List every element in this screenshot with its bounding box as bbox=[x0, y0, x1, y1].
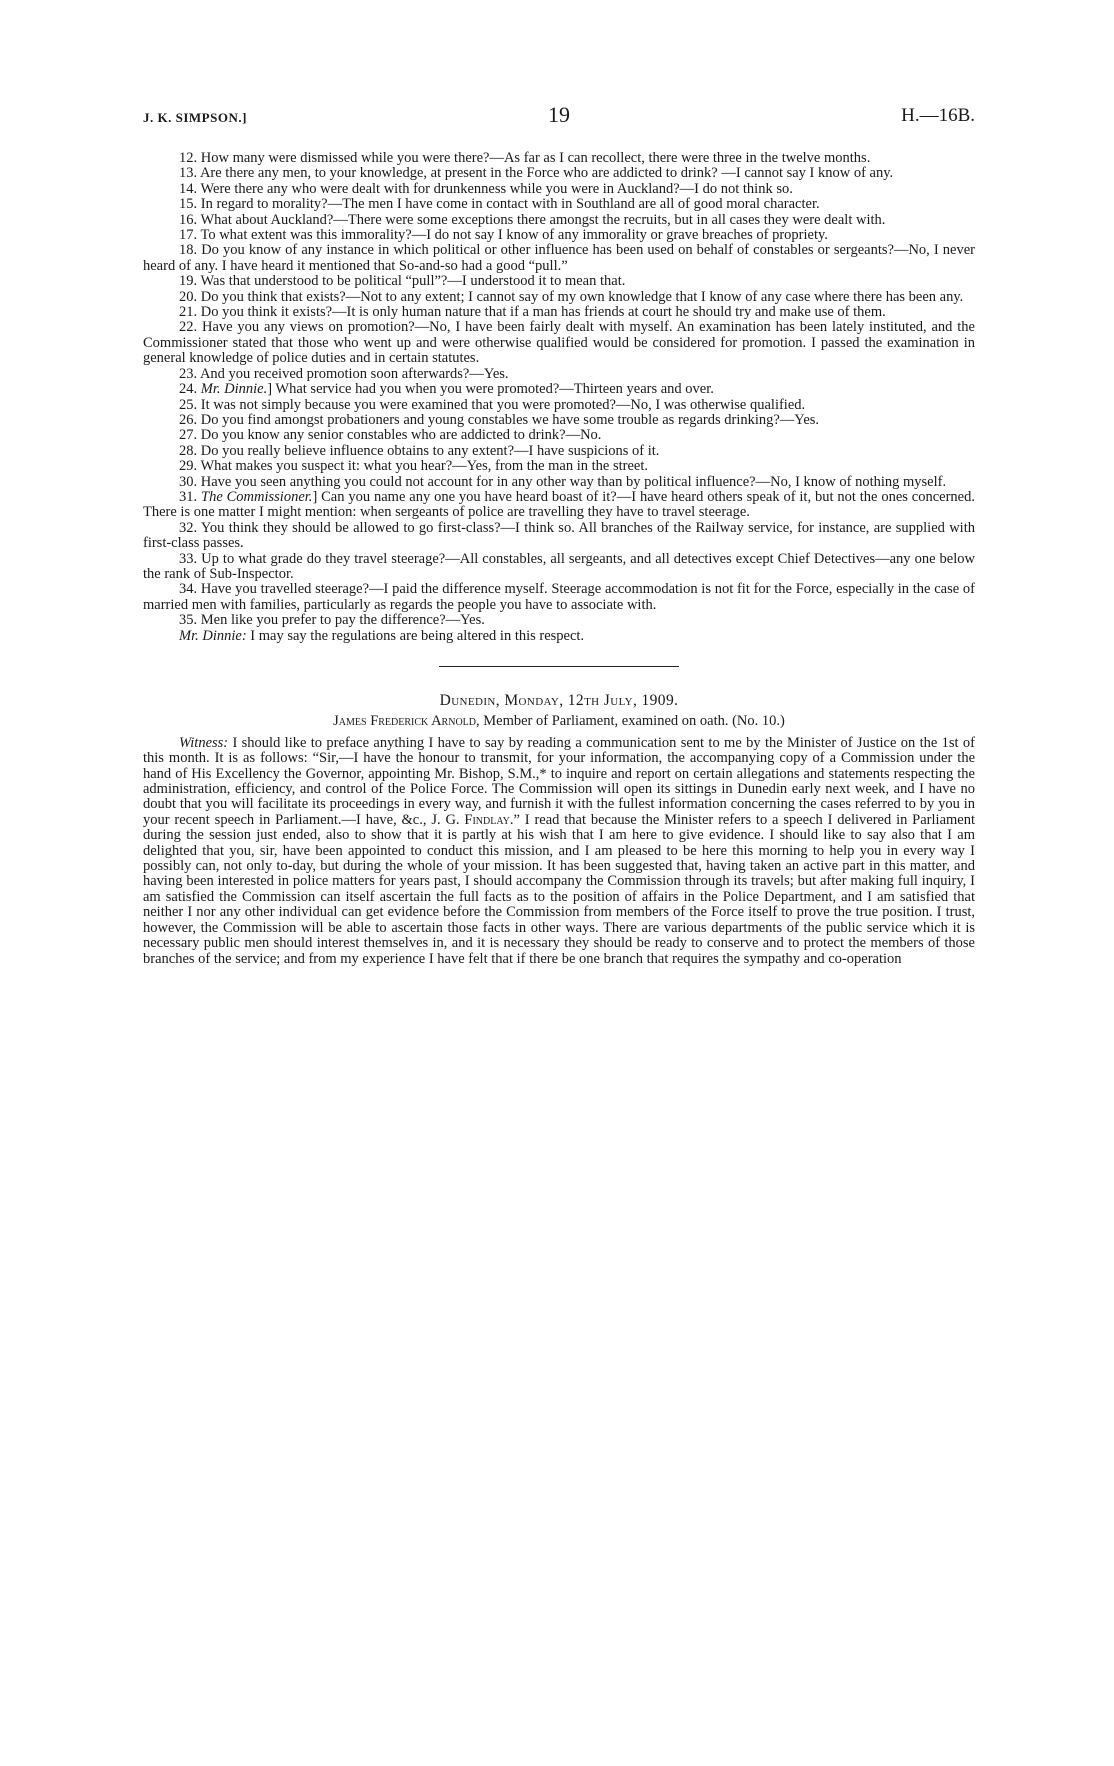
document-body bbox=[143, 151, 975, 967]
question-paragraph bbox=[143, 228, 975, 243]
question-text: 20. Do you think that exists?—Not to any extent; I cannot say of my own knowledge that I know of any case where there has been any. bbox=[179, 288, 964, 305]
question-paragraph bbox=[143, 243, 975, 274]
question-text: ] Can you name any one you have heard boast of it?—I have heard others speak of it, but not the ones concerned. There is one matter I might mention: when sergeants of police are travelling they have to travel steerage. bbox=[143, 488, 975, 521]
question-paragraph bbox=[143, 213, 975, 228]
testimony-text-1: I should like to preface anything I have to say by reading a communication sent to me by the Minister of Justice on the 1st of this month. It is as follows: “Sir,—I have the honour to transmit, for your information, the accompanying copy of a Commission under the hand of His Excellency the Governor, appointing Mr. Bishop, S.M.,* to inquire and report on certain allegations and statements respecting the administration, efficiency, and control of the Police Force. The Commission will open its sittings in Dunedin early next week, and I have no doubt that you will facilitate its proceedings in every way, and furnish it with the fullest information concerning the cases referred to by you in your recent speech in Parliament.—I have, &c., bbox=[143, 734, 975, 828]
question-paragraph bbox=[143, 490, 975, 521]
question-paragraph bbox=[143, 475, 975, 490]
question-paragraph bbox=[143, 305, 975, 320]
question-text: 14. Were there any who were dealt with for drunkenness while you were in Auckland?—I do not think so. bbox=[179, 180, 793, 197]
question-text: 29. What makes you suspect it: what you hear?—Yes, from the man in the street. bbox=[179, 458, 649, 475]
question-text: 27. Do you know any senior constables who are addicted to drink?—No. bbox=[179, 427, 602, 444]
question-number: 24. bbox=[179, 381, 201, 398]
question-text: 15. In regard to morality?—The men I have come in contact with in Southland are all of good moral character. bbox=[179, 196, 820, 213]
section-divider bbox=[439, 666, 679, 667]
question-text: 13. Are there any men, to your knowledge, at present in the Force who are addicted to drink? —I cannot say I know of any. bbox=[179, 165, 894, 182]
testimony-label: Witness: bbox=[179, 734, 229, 751]
question-paragraph bbox=[143, 398, 975, 413]
question-paragraph bbox=[143, 197, 975, 212]
question-text: I may say the regulations are being altered in this respect. bbox=[246, 627, 585, 644]
question-text: 25. It was not simply because you were examined that you were promoted?—No, I was otherwise qualified. bbox=[179, 396, 806, 413]
question-text: 22. Have you any views on promotion?—No, I have been fairly dealt with myself. An examination has been lately instituted, and the Commissioner stated that those who went up and were otherwise qualified would be considered for promotion. I passed the examination in general knowledge of police duties and in certain statutes. bbox=[143, 319, 975, 367]
question-paragraph bbox=[143, 444, 975, 459]
question-text: 19. Was that understood to be political “pull”?—I understood it to mean that. bbox=[179, 273, 626, 290]
question-text: 32. You think they should be allowed to go first-class?—I think so. All branches of the Railway service, for instance, are supplied with first-class passes. bbox=[143, 519, 975, 552]
letter-signature: J. G. Findlay. bbox=[431, 811, 514, 828]
question-list bbox=[143, 151, 975, 644]
witness-name: James Frederick Arnold bbox=[333, 713, 476, 730]
question-text: ] What service had you when you were promoted?—Thirteen years and over. bbox=[267, 381, 714, 398]
question-paragraph bbox=[143, 290, 975, 305]
testimony-text-2: ” I read that because the Minister refers to a speech I delivered in Parliament during the session just ended, also to show that it is partly at his wish that I am here to give evidence. I should like to say also that I am delighted that you, sir, have been appointed to conduct this mission, and I am pleased to be here this morning to help you in every way I possibly can, not only to-day, but during the whole of your mission. It has been suggested that, having taken an active part in this matter, and having been interested in police matters for years past, I should accompany the Commission through its travels; but after making full inquiry, I am satisfied the Commission can itself ascertain the full facts as to the position of affairs in the Police Department, and I am satisfied that neither I nor any other individual can get evidence before the Commission from members of the Force itself to prove the true position. I trust, however, the Commission will be able to ascertain those facts in other ways. There are various departments of the public service which it is necessary public men should interest themselves in, and it is necessary they should be ready to conserve and to protect the members of those branches of the service; and from my experience I have felt that if there be one branch that requires the sympathy and co-operation bbox=[143, 811, 975, 967]
question-paragraph bbox=[143, 182, 975, 197]
question-paragraph bbox=[143, 552, 975, 583]
question-paragraph bbox=[143, 629, 975, 644]
question-paragraph bbox=[143, 459, 975, 474]
question-paragraph bbox=[143, 320, 975, 366]
document-reference: H.—16B. bbox=[901, 105, 975, 126]
question-text: 33. Up to what grade do they travel steerage?—All constables, all sergeants, and all detectives except Chief Detectives—any one below the rank of Sub-Inspector. bbox=[143, 550, 975, 582]
question-paragraph bbox=[143, 274, 975, 289]
page-number: 19 bbox=[548, 102, 570, 127]
question-text: 30. Have you seen anything you could not account for in any other way than by political influence?—No, I know of nothing myself. bbox=[179, 473, 947, 490]
question-paragraph bbox=[143, 166, 975, 181]
question-text: 28. Do you really believe influence obtains to any extent?—I have suspicions of it. bbox=[179, 442, 660, 459]
question-text: 16. What about Auckland?—There were some exceptions there amongst the recruits, but in all cases they were dealt with. bbox=[179, 211, 886, 228]
speaker-name: The Commissioner. bbox=[201, 488, 313, 505]
question-text: 18. Do you know of any instance in which political or other influence has been used on behalf of constables or sergeants?—No, I never heard of any. I have heard it mentioned that So-and-so had a good “pull.” bbox=[143, 242, 975, 274]
witness-testimony bbox=[143, 736, 975, 967]
question-paragraph bbox=[143, 428, 975, 443]
witness-description: , Member of Parliament, examined on oath. (No. 10.) bbox=[476, 713, 785, 730]
session-dateline: Dunedin, Monday, 12th July, 1909. bbox=[439, 692, 679, 709]
page-header bbox=[143, 102, 975, 130]
question-paragraph bbox=[143, 382, 975, 397]
question-paragraph bbox=[143, 367, 975, 382]
question-text: 26. Do you find amongst probationers and young constables we have some trouble as regards drinking?—Yes. bbox=[179, 411, 820, 428]
speaker-name: Mr. Dinnie. bbox=[200, 381, 268, 398]
question-text: 34. Have you travelled steerage?—I paid the difference myself. Steerage accommodation is not fit for the Force, especially in the case of married men with families, particularly as regards the people you have to associate with. bbox=[143, 581, 975, 613]
witness-heading bbox=[143, 714, 975, 729]
question-paragraph bbox=[143, 151, 975, 166]
question-number: 31. bbox=[179, 488, 201, 505]
question-paragraph bbox=[143, 413, 975, 428]
question-paragraph bbox=[143, 521, 975, 552]
question-text: 12. How many were dismissed while you were there?—As far as I can recollect, there were three in the twelve months. bbox=[179, 150, 871, 166]
question-text: 17. To what extent was this immorality?—I do not say I know of any immorality or grave breaches of propriety. bbox=[179, 227, 828, 244]
question-paragraph bbox=[143, 582, 975, 613]
question-text: 21. Do you think it exists?—It is only human nature that if a man has friends at court he should try and make use of them. bbox=[179, 304, 886, 321]
question-text: 23. And you received promotion soon afterwards?—Yes. bbox=[179, 365, 509, 382]
header-witness-name: J. K. SIMPSON.] bbox=[143, 110, 247, 125]
speaker-name: Mr. Dinnie: bbox=[179, 627, 247, 644]
question-paragraph bbox=[143, 613, 975, 628]
question-text: 35. Men like you prefer to pay the difference?—Yes. bbox=[179, 612, 485, 629]
